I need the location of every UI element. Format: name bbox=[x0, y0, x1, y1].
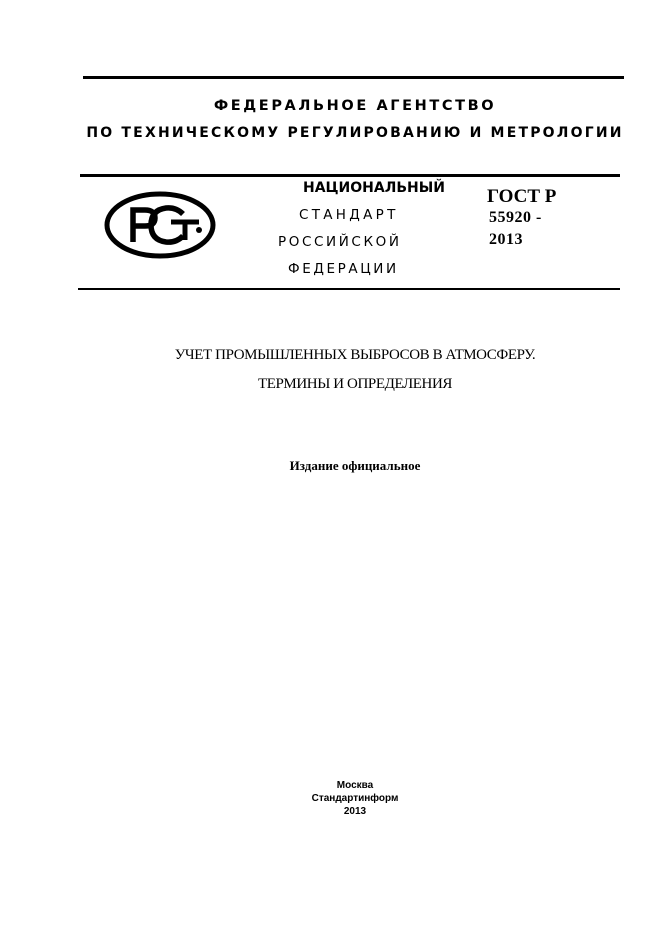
gost-designation-line-3: 2013 bbox=[489, 231, 523, 248]
edition-label: Издание официальное bbox=[289, 458, 421, 473]
top-divider bbox=[83, 76, 624, 79]
header-divider bbox=[80, 174, 620, 177]
standard-label-line-1: НАЦИОНАЛЬНЫЙ bbox=[303, 180, 445, 196]
rst-logo-icon bbox=[103, 190, 219, 260]
gost-designation-line-1: ГОСТ Р bbox=[487, 186, 557, 207]
standard-label-line-3: РОССИЙСКОЙ bbox=[278, 234, 402, 250]
agency-name-line-1: ФЕДЕРАЛЬНОЕ АГЕНТСТВО bbox=[213, 98, 497, 114]
standard-label-line-4: ФЕДЕРАЦИИ bbox=[288, 261, 399, 277]
imprint-city: Москва bbox=[336, 780, 374, 791]
document-title-line-2: ТЕРМИНЫ И ОПРЕДЕЛЕНИЯ bbox=[257, 376, 453, 392]
gost-designation-line-2: 55920 - bbox=[489, 209, 542, 226]
imprint-year: 2013 bbox=[343, 806, 367, 817]
header-bottom-divider bbox=[78, 288, 620, 290]
agency-name-line-2: ПО ТЕХНИЧЕСКОМУ РЕГУЛИРОВАНИЮ И МЕТРОЛОГИИ bbox=[86, 125, 624, 141]
imprint-publisher: Стандартинформ bbox=[311, 793, 399, 804]
standard-label-line-2: СТАНДАРТ bbox=[299, 207, 399, 223]
document-title-line-1: УЧЕТ ПРОМЫШЛЕННЫХ ВЫБРОСОВ В АТМОСФЕРУ. bbox=[174, 347, 536, 363]
